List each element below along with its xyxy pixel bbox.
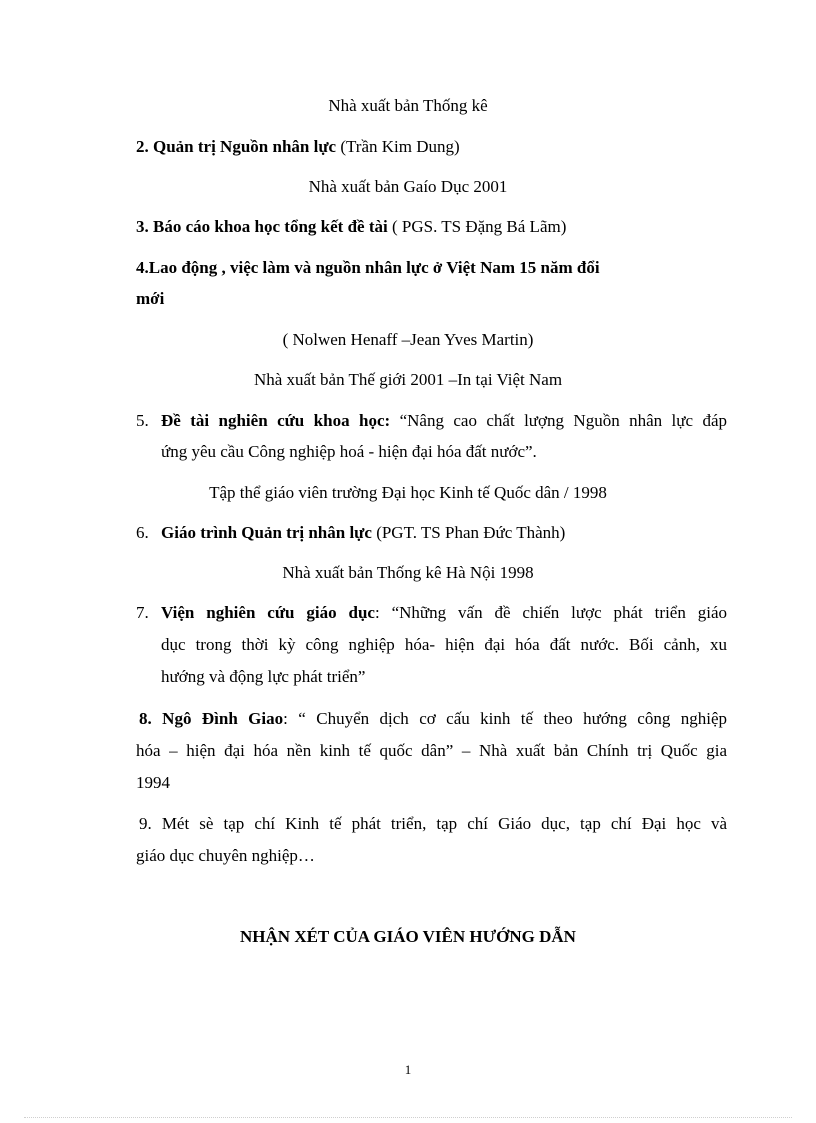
ref7-number: 7.: [136, 603, 149, 622]
ref7-line1: [161, 602, 727, 624]
ref8-text1: : “ Chuyển dịch cơ cấu kinh tế theo hướng công nghiệp: [283, 709, 728, 728]
ref5-publisher: Tập thể giáo viên trường Đại học Kinh tế Quốc dân / 1998: [209, 483, 607, 502]
section-title: NHẬN XÉT CỦA GIÁO VIÊN HƯỚNG DẪN: [240, 927, 576, 946]
ref2-author: (Trần Kim Dung): [340, 137, 460, 156]
ref2-title: Quản trị Nguồn nhân lực: [153, 137, 337, 156]
ref8-line2: hóa – hiện đại hóa nền kinh tế quốc dân” – Nhà xuất bản Chính trị Quốc gia: [136, 741, 727, 760]
ref6-title: Giáo trình Quản trị nhân lực: [161, 523, 372, 542]
ref4-title-text1: 4.Lao động , việc làm và nguồn nhân lực ở Việt Nam 15 năm đổi: [136, 258, 600, 277]
ref7-line2: dục trong thời kỳ công nghiệp hóa- hiện đại hóa đất nước. Bối cảnh, xu: [161, 635, 727, 654]
ref6-publisher: Nhà xuất bản Thống kê Hà Nội 1998: [282, 563, 534, 582]
ref4-title-line2: [136, 288, 164, 310]
ref5-number: 5.: [136, 411, 149, 430]
ref8-line3: 1994: [136, 773, 170, 792]
ref2-number: 2.: [136, 137, 149, 156]
ref7-text1: : “Những vấn đề chiến lược phát triển giáo: [374, 603, 727, 622]
ref2-publisher: Nhà xuất bản Gaío Dục 2001: [308, 177, 508, 196]
ref6: [161, 522, 565, 544]
ref8-line1: [139, 708, 727, 730]
ref3-author: ( PGS. TS Đặng Bá Lãm): [391, 217, 567, 236]
ref5-line2: ứng yêu cầu Công nghiệp hoá - hiện đại hóa đất nước”.: [161, 442, 537, 461]
ref8-title: Ngô Đình Giao: [162, 709, 284, 728]
ref5-text1: “Nâng cao chất lượng Nguồn nhân lực đáp: [399, 411, 727, 430]
ref3: [136, 216, 566, 238]
page-bottom-divider: [24, 1117, 792, 1118]
ref7-title: Viện nghiên cứu giáo dục: [161, 603, 375, 622]
ref4-publisher: Nhà xuất bản Thế giới 2001 –In tại Việt Nam: [253, 370, 563, 389]
ref6-number: 6.: [136, 523, 149, 542]
ref5-title: Đề tài nghiên cứu khoa học:: [161, 411, 391, 430]
ref9-line1: 9. Mét sè tạp chí Kinh tế phát triển, tạp chí Giáo dục, tạp chí Đại học và: [139, 814, 727, 833]
ref6-author: (PGT. TS Phan Đức Thành): [376, 523, 566, 542]
ref3-title: Báo cáo khoa học tổng kết đề tài: [153, 217, 388, 236]
ref1-publisher: Nhà xuất bản Thống kê: [328, 96, 488, 115]
ref9-line2: giáo dục chuyên nghiệp…: [136, 846, 315, 865]
ref7-line3: hướng và động lực phát triển”: [161, 667, 366, 686]
ref4-title-text2: mới: [136, 289, 165, 308]
page-number: 1: [404, 1062, 412, 1077]
ref4-title-line1: [136, 257, 600, 279]
ref4-author: ( Nolwen Henaff –Jean Yves Martin): [282, 330, 534, 349]
ref2: [136, 136, 460, 158]
ref3-number: 3.: [136, 217, 149, 236]
ref5-line1: [161, 410, 727, 432]
ref8-number: 8.: [139, 709, 152, 728]
